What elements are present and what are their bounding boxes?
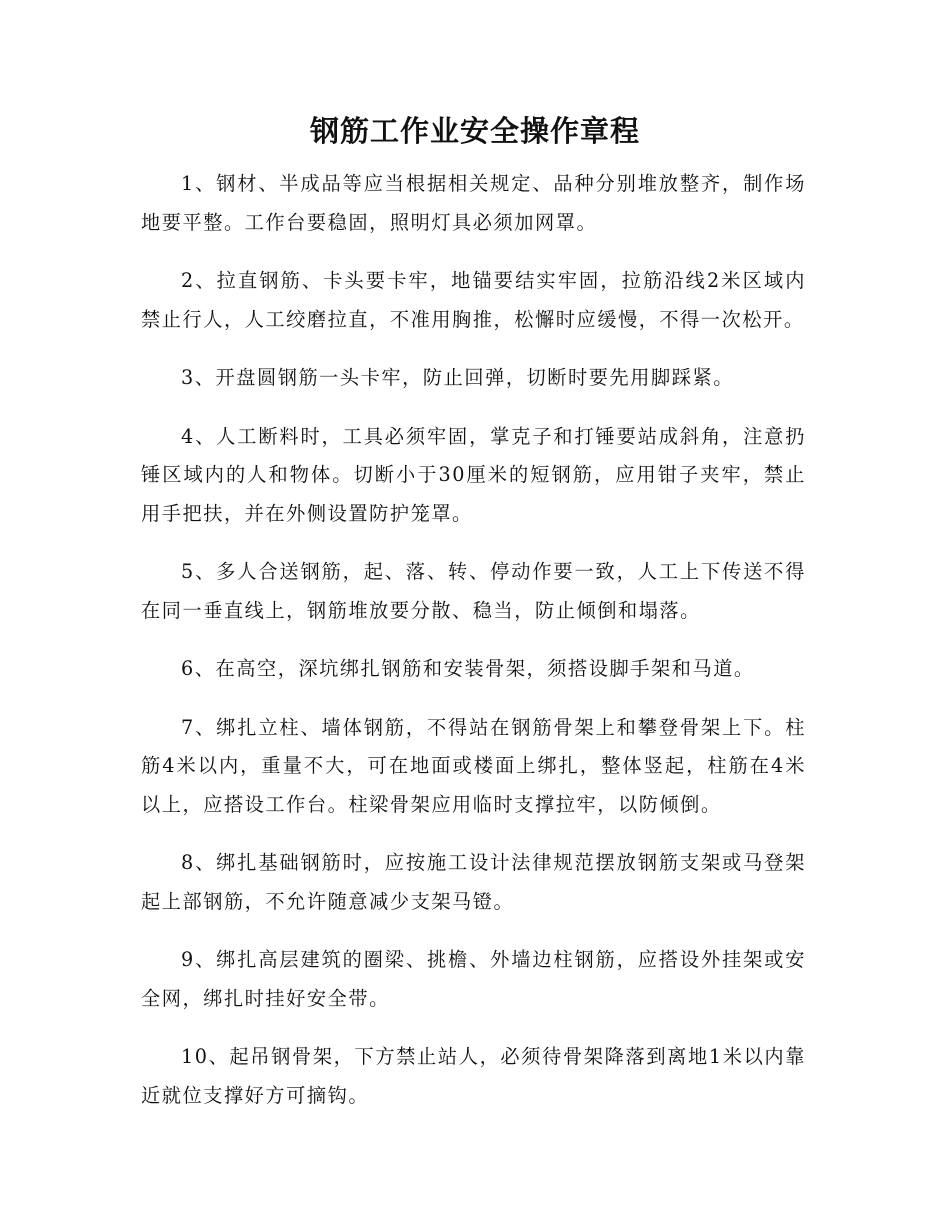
paragraph-4: 4、人工断料时，工具必须牢固，掌克子和打锤要站成斜角，注意扔锤区域内的人和物体。切断小于30厘米的短钢筋，应用钳子夹牢，禁止用手把扶，并在外侧设置防护笼罩。 — [141, 424, 806, 525]
paragraph-10: 10、起吊钢骨架，下方禁止站人，必须待骨架降落到离地1米以内靠近就位支撑好方可摘钩。 — [141, 1045, 806, 1107]
paragraph-2: 2、拉直钢筋、卡头要卡牢，地锚要结实牢固，拉筋沿线2米区域内禁止行人，人工绞磨拉直，不准用胸推，松懈时应缓慢，不得一次松开。 — [141, 269, 806, 331]
paragraph-1: 1、钢材、半成品等应当根据相关规定、品种分别堆放整齐，制作场地要平整。工作台要稳固，照明灯具必须加网罩。 — [141, 172, 806, 234]
paragraph-9: 9、绑扎高层建筑的圈梁、挑檐、外墙边柱钢筋，应搭设外挂架或安全网，绑扎时挂好安全带。 — [141, 948, 806, 1010]
paragraph-5: 5、多人合送钢筋，起、落、转、停动作要一致，人工上下传送不得在同一垂直线上，钢筋堆放要分散、稳当，防止倾倒和塌落。 — [141, 560, 806, 622]
paragraph-8: 8、绑扎基础钢筋时，应按施工设计法律规范摆放钢筋支架或马登架起上部钢筋，不允许随意减少支架马镫。 — [141, 851, 806, 913]
document-body — [141, 165, 806, 1135]
paragraph-7: 7、绑扎立柱、墙体钢筋，不得站在钢筋骨架上和攀登骨架上下。柱筋4米以内，重量不大，可在地面或楼面上绑扎，整体竖起，柱筋在4米以上，应搭设工作台。柱梁骨架应用临时支撑拉牢，以防倾倒。 — [141, 715, 806, 816]
paragraph-6: 6、在高空，深坑绑扎钢筋和安装骨架，须搭设脚手架和马道。 — [181, 657, 755, 680]
paragraph-3: 3、开盘圆钢筋一头卡牢，防止回弹，切断时要先用脚踩紧。 — [181, 366, 734, 389]
document-title: 钢筋工作业安全操作章程 — [309, 114, 640, 148]
